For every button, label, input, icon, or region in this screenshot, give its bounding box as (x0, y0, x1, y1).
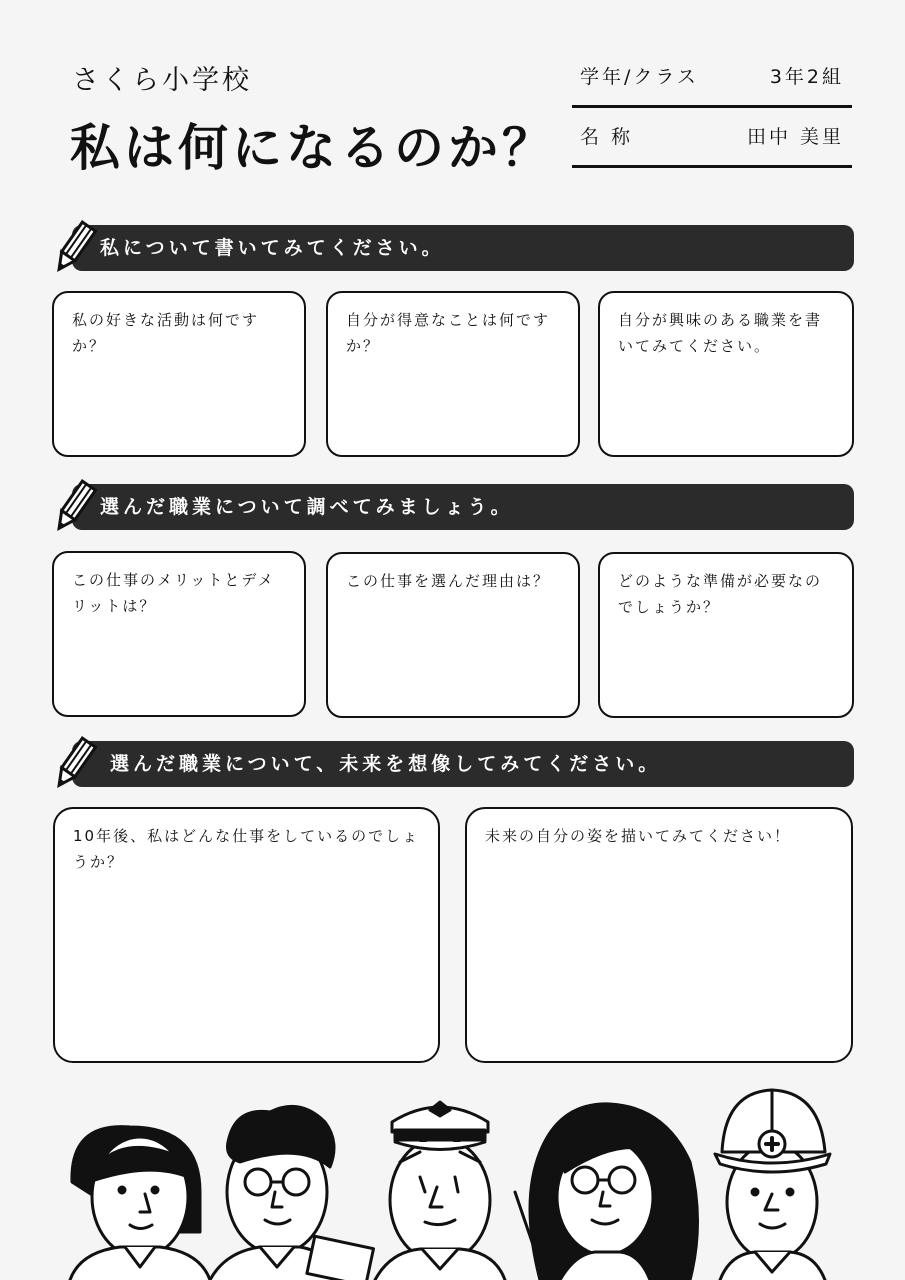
person-captain (375, 1102, 505, 1280)
person-hard-hat (715, 1090, 830, 1280)
name-row (572, 112, 852, 168)
person-bob-hair (70, 1127, 210, 1280)
name-label: 名 称 (580, 126, 634, 148)
box-favorite-activity[interactable]: 私の好きな活動は何ですか？ (52, 291, 306, 457)
pencil-icon (48, 220, 100, 276)
pencil-icon (48, 479, 100, 535)
grade-label: 学年/クラス (580, 66, 699, 88)
box-ten-years-later[interactable]: 10年後、私はどんな仕事をしているのでしょうか？ (53, 807, 440, 1063)
box-draw-future-self[interactable]: 未来の自分の姿を描いてみてください！ (465, 807, 853, 1063)
person-curly-hair (210, 1106, 374, 1280)
school-name: さくら小学校 (72, 65, 252, 96)
section-heading-future: 選んだ職業について、未来を想像してみてください。 (72, 741, 854, 787)
section-heading-about-me: 私について書いてみてください。 (72, 225, 854, 271)
box-pros-cons[interactable]: この仕事のメリットとデメリットは？ (52, 551, 306, 717)
grade-value[interactable]: 3年2組 (769, 66, 844, 88)
grade-row (572, 52, 852, 108)
box-preparation[interactable]: どのような準備が必要なのでしょうか？ (598, 552, 854, 718)
people-illustration (0, 1082, 905, 1280)
box-interested-jobs[interactable]: 自分が興味のある職業を書いてみてください。 (598, 291, 854, 457)
name-value[interactable]: 田中 美里 (746, 126, 844, 148)
box-reason[interactable]: この仕事を選んだ理由は？ (326, 552, 580, 718)
box-strengths[interactable]: 自分が得意なことは何ですか？ (326, 291, 580, 457)
person-long-hair (515, 1104, 698, 1280)
pencil-icon (48, 736, 100, 792)
page-title: 私は何になるのか？ (70, 119, 556, 177)
section-heading-research: 選んだ職業について調べてみましょう。 (72, 484, 854, 530)
